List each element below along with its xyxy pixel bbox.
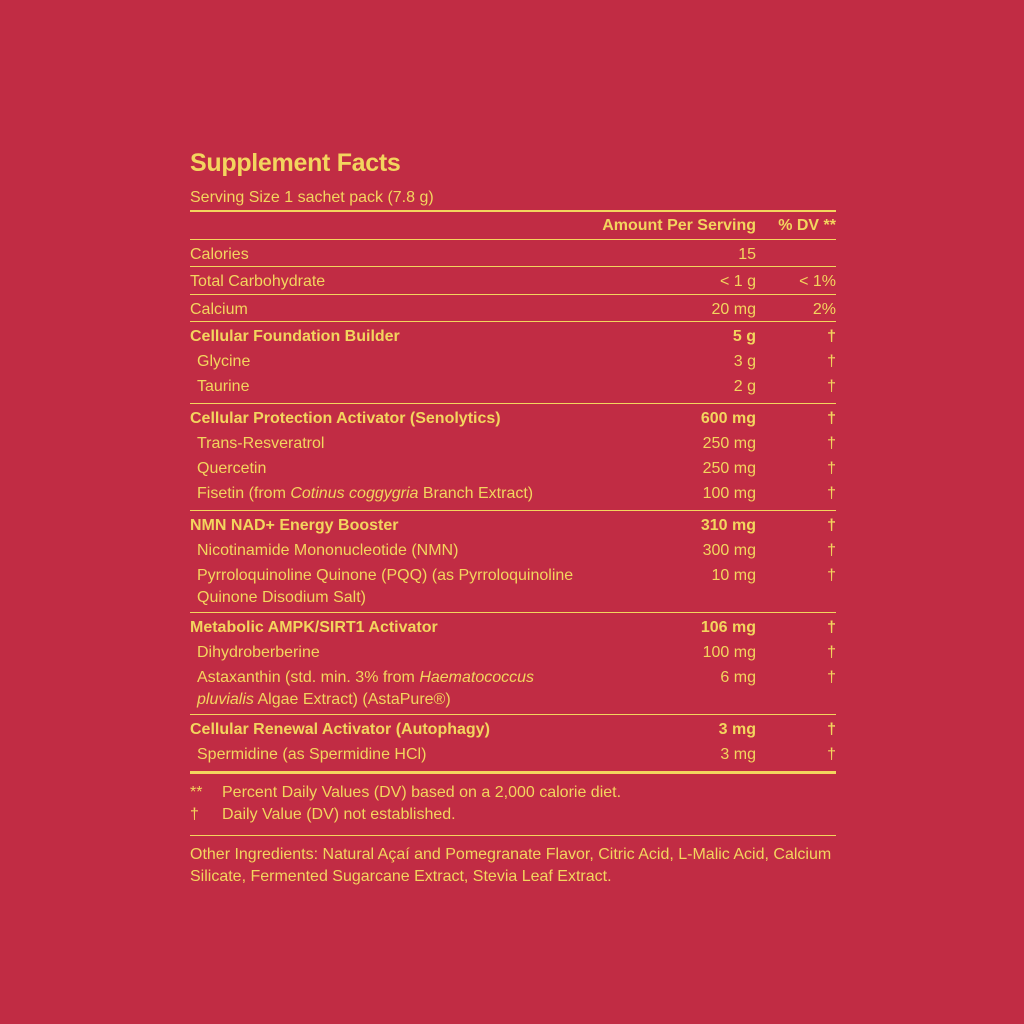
ingredient-name-part: Fisetin (from: [197, 484, 291, 502]
nutrient-amount: 15: [738, 246, 756, 263]
ingredient-name: Dihydroberberine: [197, 643, 320, 661]
nutrient-row: [190, 240, 836, 267]
ingredient-amount: 3 mg: [720, 745, 756, 763]
ingredient-row: [190, 350, 836, 375]
ingredient-dv: †: [827, 484, 836, 502]
nutrient-name: Calcium: [190, 300, 248, 318]
ingredient-dv: †: [827, 643, 836, 661]
ingredient-name: [190, 667, 596, 711]
ingredient-dv: †: [827, 352, 836, 370]
ingredient-row: [190, 539, 836, 564]
nutrient-dv: < 1%: [799, 273, 836, 291]
ingredient-amount: 250 mg: [702, 434, 756, 452]
nutrient-row: [190, 267, 836, 294]
blend-dv: †: [827, 618, 836, 636]
blend-dv: †: [827, 327, 836, 345]
ingredient-dv: †: [827, 434, 836, 452]
nutrient-amount: < 1 g: [719, 273, 756, 291]
ingredient-name: Spermidine (as Spermidine HCl): [197, 745, 427, 763]
ingredient-dv: †: [827, 668, 836, 686]
ingredient-name-part: Astaxanthin (std. min. 3% from: [197, 668, 420, 686]
blend-name: Cellular Foundation Builder: [190, 327, 400, 345]
ingredient-dv: †: [827, 566, 836, 584]
blend-name: Cellular Renewal Activator (Autophagy): [190, 720, 490, 738]
supplement-facts-panel: [190, 146, 836, 888]
blend-dv: †: [827, 409, 836, 427]
ingredient-row: [190, 432, 836, 457]
blend-amount: 5 g: [732, 327, 756, 345]
ingredient-species: Cotinus coggygria: [290, 484, 419, 502]
blend-row: [190, 325, 836, 350]
footnote: [190, 782, 836, 805]
nutrient-dv: [756, 244, 836, 266]
blend-row: [190, 718, 836, 743]
nutrient-dv: 2%: [812, 300, 836, 318]
ingredient-row: [190, 666, 836, 711]
ingredient-name: Taurine: [197, 377, 250, 395]
ingredient-row: [190, 743, 836, 768]
nutrient-amount: 20 mg: [711, 300, 756, 318]
blend-row: [190, 407, 836, 432]
other-ingredients: Other Ingredients: Natural Açaí and Pomegranate Flavor, Citric Acid, L-Malic Acid, Calcium Silicate, Fermented Sugarcane Extract, Stevia Leaf Extract.: [190, 845, 832, 885]
blend-dv: †: [827, 516, 836, 534]
blend-group: [190, 715, 836, 774]
ingredient-amount: 3 g: [733, 352, 756, 370]
blend-dv: †: [827, 720, 836, 738]
ingredient-name: Quercetin: [197, 459, 267, 477]
blend-name: NMN NAD+ Energy Booster: [190, 516, 399, 534]
footnotes: [190, 782, 836, 836]
nutrient-name: Total Carbohydrate: [190, 273, 326, 291]
ingredient-amount: 300 mg: [702, 541, 756, 559]
header-spacer: [190, 212, 602, 239]
ingredient-name: Pyrroloquinoline Quinone (PQQ) (as Pyrroloquinoline Quinone Disodium Salt): [197, 566, 574, 606]
ingredient-dv: †: [827, 377, 836, 395]
blend-amount: 600 mg: [700, 409, 756, 427]
footnote-text: Percent Daily Values (DV) based on a 2,000 calorie diet.: [222, 783, 622, 801]
ingredient-name-part: Algae Extract) (AstaPure®): [253, 690, 451, 708]
blend-group: [190, 511, 836, 613]
ingredient-name: Trans-Resveratrol: [197, 434, 325, 452]
ingredient-amount: 2 g: [733, 377, 756, 395]
footnote-symbol: †: [190, 806, 199, 824]
ingredient-dv: †: [827, 459, 836, 477]
blend-group: [190, 613, 836, 715]
footnote-symbol: **: [190, 783, 203, 801]
blend-row: [190, 514, 836, 539]
ingredient-row: [190, 564, 836, 609]
footnote: [190, 804, 836, 827]
ingredient-row: [190, 375, 836, 400]
blend-name: Metabolic AMPK/SIRT1 Activator: [190, 618, 438, 636]
ingredient-amount: 250 mg: [702, 459, 756, 477]
ingredient-name: Nicotinamide Mononucleotide (NMN): [197, 541, 459, 559]
ingredient-amount: 100 mg: [702, 643, 756, 661]
ingredient-name: [190, 483, 596, 507]
ingredient-dv: †: [827, 541, 836, 559]
ingredient-row: [190, 482, 836, 507]
header-dv: % DV **: [778, 217, 836, 234]
column-header: [190, 212, 836, 240]
ingredient-row: [190, 641, 836, 666]
ingredient-amount: 10 mg: [711, 566, 756, 584]
blend-group: [190, 404, 836, 511]
blend-name: Cellular Protection Activator (Senolytics): [190, 409, 501, 427]
blend-amount: 3 mg: [718, 720, 756, 738]
ingredient-dv: †: [827, 745, 836, 763]
blend-group: [190, 322, 836, 404]
blend-amount: 310 mg: [700, 516, 756, 534]
footnote-text: Daily Value (DV) not established.: [222, 806, 456, 824]
serving-size: Serving Size 1 sachet pack (7.8 g): [190, 186, 836, 212]
blend-amount: 106 mg: [700, 618, 756, 636]
header-amount: Amount Per Serving: [602, 217, 756, 234]
ingredient-name-part: Branch Extract): [418, 484, 534, 502]
ingredient-amount: 100 mg: [702, 484, 756, 502]
ingredient-amount: 6 mg: [720, 668, 756, 686]
basic-nutrients: [190, 240, 836, 322]
blend-groups: [190, 322, 836, 774]
nutrient-name: Calories: [190, 246, 249, 263]
panel-title: Supplement Facts: [190, 149, 401, 177]
blend-row: [190, 616, 836, 641]
ingredient-row: [190, 457, 836, 482]
ingredient-name: Glycine: [197, 352, 251, 370]
nutrient-row: [190, 295, 836, 322]
ingredient-species: Haematococcus pluvialis: [197, 668, 535, 708]
